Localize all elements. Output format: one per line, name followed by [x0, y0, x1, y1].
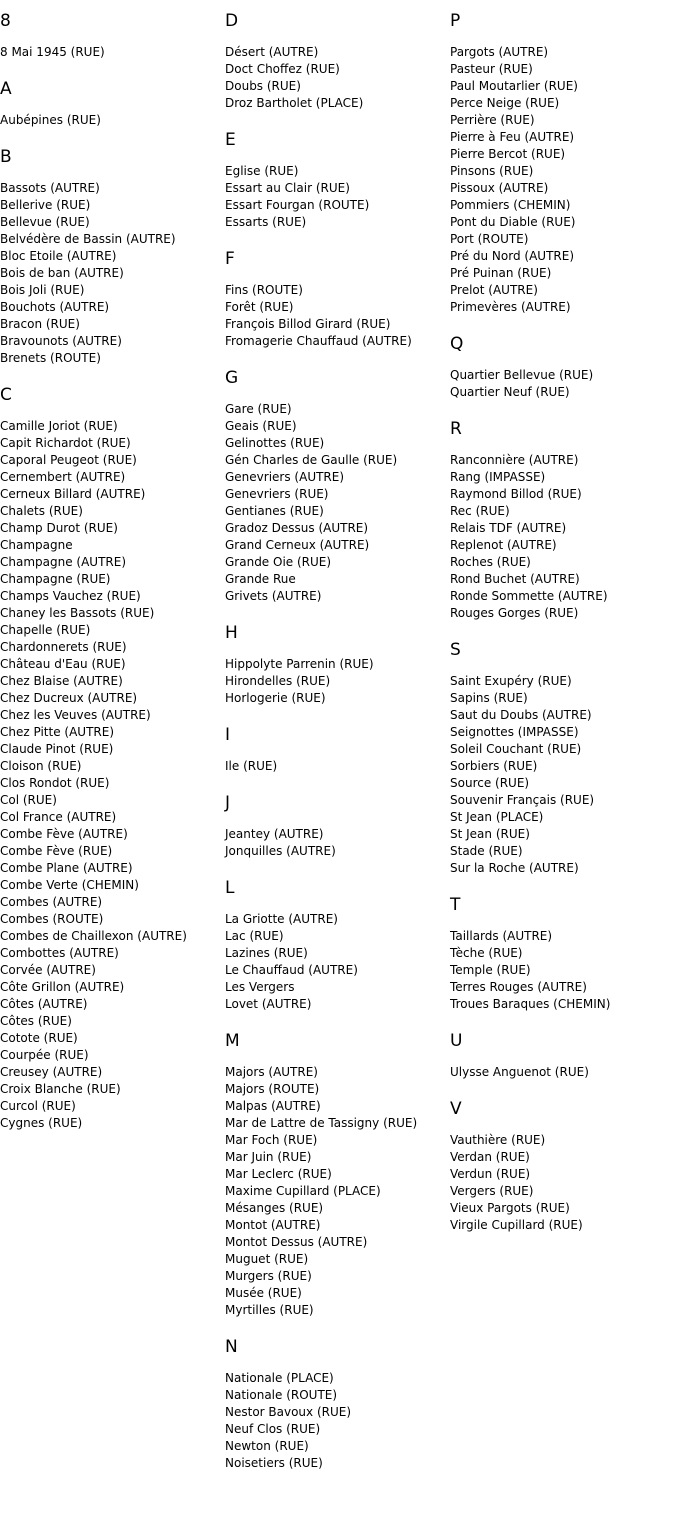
- street-list: [225, 282, 449, 350]
- letter-section: [225, 10, 449, 112]
- street-entry: Saut du Doubs (AUTRE): [450, 708, 592, 722]
- street-entry: Bracon (RUE): [0, 317, 80, 331]
- section-letter-heading: Q: [450, 334, 464, 354]
- street-entry: Maxime Cupillard (PLACE): [225, 1184, 381, 1198]
- street-entry: Hirondelles (RUE): [225, 674, 331, 688]
- street-entry: Gén Charles de Gaulle (RUE): [225, 453, 398, 467]
- street-entry: Claude Pinot (RUE): [0, 742, 114, 756]
- street-entry: Vieux Pargots (RUE): [450, 1201, 570, 1215]
- street-list: [450, 44, 674, 316]
- street-entry: Nationale (PLACE): [225, 1371, 334, 1385]
- street-entry: St Jean (RUE): [450, 827, 530, 841]
- section-letter-heading: G: [225, 368, 239, 388]
- street-entry: Majors (ROUTE): [225, 1082, 320, 1096]
- street-list: [450, 1064, 674, 1081]
- street-entry: Troues Baraques (CHEMIN): [450, 997, 611, 1011]
- street-entry: Doct Choffez (RUE): [225, 62, 340, 76]
- street-entry: Grand Cerneux (AUTRE): [225, 538, 370, 552]
- street-entry: Chardonnerets (RUE): [0, 640, 127, 654]
- street-entry: Rond Buchet (AUTRE): [450, 572, 580, 586]
- street-entry: Prelot (AUTRE): [450, 283, 538, 297]
- street-entry: Forêt (RUE): [225, 300, 294, 314]
- street-entry: Rec (RUE): [450, 504, 510, 518]
- street-entry: Vergers (RUE): [450, 1184, 534, 1198]
- street-entry: Aubépines (RUE): [0, 113, 101, 127]
- street-entry: Genevriers (AUTRE): [225, 470, 345, 484]
- column-3: [450, 10, 674, 1234]
- street-list: [0, 44, 224, 61]
- street-entry: Chez Blaise (AUTRE): [0, 674, 123, 688]
- street-entry: Montot (AUTRE): [225, 1218, 321, 1232]
- street-entry: Cotote (RUE): [0, 1031, 78, 1045]
- street-entry: Lac (RUE): [225, 929, 284, 943]
- street-entry: Soleil Couchant (RUE): [450, 742, 582, 756]
- street-entry: Le Chauffaud (AUTRE): [225, 963, 358, 977]
- street-list: [0, 418, 224, 1132]
- section-letter-heading: M: [225, 1031, 240, 1051]
- street-entry: Genevriers (RUE): [225, 487, 329, 501]
- section-letter-heading: F: [225, 249, 235, 269]
- letter-section: [225, 1030, 449, 1319]
- street-entry: Pierre Bercot (RUE): [450, 147, 566, 161]
- street-entry: Newton (RUE): [225, 1439, 309, 1453]
- street-entry: Cerneux Billard (AUTRE): [0, 487, 146, 501]
- street-entry: Chez Ducreux (AUTRE): [0, 691, 138, 705]
- street-list: [225, 758, 449, 775]
- street-entry: 8 Mai 1945 (RUE): [0, 45, 105, 59]
- street-entry: Côte Grillon (AUTRE): [0, 980, 125, 994]
- street-entry: Côtes (RUE): [0, 1014, 72, 1028]
- letter-section: [450, 418, 674, 622]
- street-entry: Horlogerie (RUE): [225, 691, 326, 705]
- street-entry: Verdan (RUE): [450, 1150, 530, 1164]
- letter-section: [450, 1098, 674, 1234]
- section-letter-heading: P: [450, 11, 461, 31]
- street-entry: Chapelle (RUE): [0, 623, 91, 637]
- street-entry: Bellerive (RUE): [0, 198, 91, 212]
- street-entry: Noisetiers (RUE): [225, 1456, 323, 1470]
- street-entry: Désert (AUTRE): [225, 45, 319, 59]
- street-entry: Mésanges (RUE): [225, 1201, 324, 1215]
- street-entry: Chez les Veuves (AUTRE): [0, 708, 151, 722]
- street-entry: Tèche (RUE): [450, 946, 523, 960]
- letter-section: [225, 248, 449, 350]
- street-entry: Les Vergers: [225, 980, 295, 994]
- street-entry: Doubs (RUE): [225, 79, 301, 93]
- section-letter-heading: N: [225, 1337, 238, 1357]
- street-entry: Combe Fève (AUTRE): [0, 827, 128, 841]
- street-entry: Ile (RUE): [225, 759, 278, 773]
- letter-section: [225, 622, 449, 707]
- street-entry: Cygnes (RUE): [0, 1116, 83, 1130]
- street-entry: Taillards (AUTRE): [450, 929, 553, 943]
- section-letter-heading: B: [0, 147, 12, 167]
- street-entry: Pasteur (RUE): [450, 62, 533, 76]
- street-entry: Pré du Nord (AUTRE): [450, 249, 575, 263]
- street-list: [225, 826, 449, 860]
- street-list: [225, 44, 449, 112]
- street-entry: Caporal Peugeot (RUE): [0, 453, 137, 467]
- street-entry: Hippolyte Parrenin (RUE): [225, 657, 374, 671]
- street-list: [450, 452, 674, 622]
- street-entry: Côtes (AUTRE): [0, 997, 88, 1011]
- street-entry: Quartier Bellevue (RUE): [450, 368, 594, 382]
- street-entry: Grivets (AUTRE): [225, 589, 322, 603]
- street-entry: Sur la Roche (AUTRE): [450, 861, 579, 875]
- street-entry: François Billod Girard (RUE): [225, 317, 391, 331]
- street-entry: Temple (RUE): [450, 963, 531, 977]
- street-list: [450, 928, 674, 1013]
- street-entry: Bloc Etoile (AUTRE): [0, 249, 117, 263]
- street-entry: Essarts (RUE): [225, 215, 307, 229]
- street-entry: Grande Rue: [225, 572, 296, 586]
- street-entry: St Jean (PLACE): [450, 810, 544, 824]
- street-entry: Combe Fève (RUE): [0, 844, 113, 858]
- street-entry: Gradoz Dessus (AUTRE): [225, 521, 369, 535]
- street-entry: Gentianes (RUE): [225, 504, 324, 518]
- street-entry: Capit Richardot (RUE): [0, 436, 131, 450]
- street-entry: Vauthière (RUE): [450, 1133, 546, 1147]
- street-entry: Pré Puinan (RUE): [450, 266, 552, 280]
- section-letter-heading: T: [450, 895, 461, 915]
- street-entry: Pargots (AUTRE): [450, 45, 549, 59]
- street-entry: Ulysse Anguenot (RUE): [450, 1065, 589, 1079]
- street-entry: Creusey (AUTRE): [0, 1065, 103, 1079]
- street-list: [0, 112, 224, 129]
- street-entry: Muguet (RUE): [225, 1252, 309, 1266]
- street-entry: Port (ROUTE): [450, 232, 529, 246]
- section-letter-heading: D: [225, 11, 239, 31]
- street-entry: Mar Leclerc (RUE): [225, 1167, 332, 1181]
- street-entry: Courpée (RUE): [0, 1048, 89, 1062]
- letter-section: [0, 146, 224, 367]
- section-letter-heading: R: [450, 419, 462, 439]
- street-entry: Souvenir Français (RUE): [450, 793, 595, 807]
- street-entry: Ranconnière (AUTRE): [450, 453, 579, 467]
- street-entry: Nestor Bavoux (RUE): [225, 1405, 352, 1419]
- street-entry: Chalets (RUE): [0, 504, 83, 518]
- street-entry: Combes (AUTRE): [0, 895, 103, 909]
- street-entry: Nationale (ROUTE): [225, 1388, 338, 1402]
- street-entry: Col (RUE): [0, 793, 57, 807]
- street-entry: Quartier Neuf (RUE): [450, 385, 570, 399]
- street-entry: Geais (RUE): [225, 419, 297, 433]
- street-entry: Primevères (AUTRE): [450, 300, 571, 314]
- street-entry: Perce Neige (RUE): [450, 96, 560, 110]
- street-entry: Bois Joli (RUE): [0, 283, 85, 297]
- street-entry: Brenets (ROUTE): [0, 351, 101, 365]
- letter-section: [0, 384, 224, 1132]
- street-entry: Montot Dessus (AUTRE): [225, 1235, 368, 1249]
- street-entry: Majors (AUTRE): [225, 1065, 318, 1079]
- letter-section: [225, 792, 449, 860]
- section-letter-heading: H: [225, 623, 238, 643]
- street-entry: Gare (RUE): [225, 402, 292, 416]
- street-entry: Corvée (AUTRE): [0, 963, 96, 977]
- street-entry: Roches (RUE): [450, 555, 531, 569]
- street-entry: Fromagerie Chauffaud (AUTRE): [225, 334, 412, 348]
- street-entry: Pont du Diable (RUE): [450, 215, 576, 229]
- street-entry: Croix Blanche (RUE): [0, 1082, 121, 1096]
- letter-section: [0, 78, 224, 129]
- street-entry: Pissoux (AUTRE): [450, 181, 549, 195]
- street-entry: Belvédère de Bassin (AUTRE): [0, 232, 176, 246]
- street-entry: Curcol (RUE): [0, 1099, 76, 1113]
- street-entry: Mar de Lattre de Tassigny (RUE): [225, 1116, 418, 1130]
- street-entry: Bravounots (AUTRE): [0, 334, 122, 348]
- street-entry: Ronde Sommette (AUTRE): [450, 589, 608, 603]
- street-list: [225, 1064, 449, 1319]
- street-entry: Château d'Eau (RUE): [0, 657, 126, 671]
- section-letter-heading: C: [0, 385, 12, 405]
- street-entry: Virgile Cupillard (RUE): [450, 1218, 583, 1232]
- street-entry: Grande Oie (RUE): [225, 555, 332, 569]
- street-entry: Essart au Clair (RUE): [225, 181, 350, 195]
- street-entry: Champagne: [0, 538, 73, 552]
- street-entry: Bassots (AUTRE): [0, 181, 100, 195]
- street-entry: Camille Joriot (RUE): [0, 419, 118, 433]
- street-entry: Pinsons (RUE): [450, 164, 534, 178]
- street-entry: Replenot (AUTRE): [450, 538, 557, 552]
- street-entry: Combottes (AUTRE): [0, 946, 119, 960]
- street-entry: Verdun (RUE): [450, 1167, 531, 1181]
- street-entry: Paul Moutarlier (RUE): [450, 79, 578, 93]
- column-1: [0, 10, 224, 1132]
- street-entry: Murgers (RUE): [225, 1269, 312, 1283]
- street-entry: Sapins (RUE): [450, 691, 528, 705]
- section-letter-heading: S: [450, 640, 461, 660]
- letter-section: [450, 894, 674, 1013]
- street-entry: Mar Juin (RUE): [225, 1150, 312, 1164]
- letter-section: [225, 129, 449, 231]
- street-list: [225, 656, 449, 707]
- letter-section: [450, 1030, 674, 1081]
- street-entry: Saint Exupéry (RUE): [450, 674, 572, 688]
- section-letter-heading: U: [450, 1031, 463, 1051]
- street-entry: Bois de ban (AUTRE): [0, 266, 124, 280]
- letter-section: [450, 10, 674, 316]
- street-entry: Gelinottes (RUE): [225, 436, 325, 450]
- street-list: [450, 673, 674, 877]
- street-entry: Neuf Clos (RUE): [225, 1422, 321, 1436]
- street-entry: Combes de Chaillexon (AUTRE): [0, 929, 187, 943]
- street-entry: Rang (IMPASSE): [450, 470, 546, 484]
- street-entry: Malpas (AUTRE): [225, 1099, 321, 1113]
- street-list: [225, 1370, 449, 1472]
- street-entry: Combe Verte (CHEMIN): [0, 878, 139, 892]
- section-letter-heading: I: [225, 725, 231, 745]
- street-entry: La Griotte (AUTRE): [225, 912, 338, 926]
- street-entry: Terres Rouges (AUTRE): [450, 980, 587, 994]
- street-list: [225, 911, 449, 1013]
- street-entry: Rouges Gorges (RUE): [450, 606, 579, 620]
- street-entry: Sorbiers (RUE): [450, 759, 538, 773]
- letter-section: [0, 10, 224, 61]
- street-entry: Clos Rondot (RUE): [0, 776, 110, 790]
- street-entry: Jonquilles (AUTRE): [225, 844, 336, 858]
- street-entry: Champs Vauchez (RUE): [0, 589, 141, 603]
- street-list: [0, 180, 224, 367]
- street-entry: Musée (RUE): [225, 1286, 302, 1300]
- street-entry: Stade (RUE): [450, 844, 523, 858]
- letter-section: [225, 1336, 449, 1472]
- street-entry: Cloison (RUE): [0, 759, 82, 773]
- street-entry: Col France (AUTRE): [0, 810, 117, 824]
- street-entry: Champ Durot (RUE): [0, 521, 118, 535]
- street-entry: Combe Plane (AUTRE): [0, 861, 133, 875]
- street-entry: Relais TDF (AUTRE): [450, 521, 567, 535]
- street-entry: Fins (ROUTE): [225, 283, 303, 297]
- street-entry: Bouchots (AUTRE): [0, 300, 110, 314]
- section-letter-heading: E: [225, 130, 236, 150]
- street-list: [225, 163, 449, 231]
- section-letter-heading: J: [225, 793, 231, 813]
- letter-section: [225, 367, 449, 605]
- letter-section: [225, 877, 449, 1013]
- street-entry: Pommiers (CHEMIN): [450, 198, 571, 212]
- street-entry: Chez Pitte (AUTRE): [0, 725, 114, 739]
- street-entry: Chaney les Bassots (RUE): [0, 606, 155, 620]
- street-entry: Raymond Billod (RUE): [450, 487, 582, 501]
- section-letter-heading: 8: [0, 11, 11, 31]
- street-entry: Combes (ROUTE): [0, 912, 104, 926]
- section-letter-heading: L: [225, 878, 235, 898]
- letter-section: [225, 724, 449, 775]
- street-entry: Champagne (RUE): [0, 572, 111, 586]
- street-entry: Essart Fourgan (ROUTE): [225, 198, 370, 212]
- street-entry: Mar Foch (RUE): [225, 1133, 318, 1147]
- section-letter-heading: V: [450, 1099, 462, 1119]
- street-entry: Eglise (RUE): [225, 164, 299, 178]
- street-list: [225, 401, 449, 605]
- street-entry: Jeantey (AUTRE): [225, 827, 324, 841]
- street-entry: Bellevue (RUE): [0, 215, 90, 229]
- street-entry: Seignottes (IMPASSE): [450, 725, 579, 739]
- street-entry: Perrière (RUE): [450, 113, 535, 127]
- street-entry: Champagne (AUTRE): [0, 555, 127, 569]
- street-entry: Pierre à Feu (AUTRE): [450, 130, 575, 144]
- street-entry: Lazines (RUE): [225, 946, 308, 960]
- letter-section: [450, 639, 674, 877]
- street-list: [450, 367, 674, 401]
- street-entry: Lovet (AUTRE): [225, 997, 312, 1011]
- column-2: [225, 10, 449, 1472]
- street-entry: Cernembert (AUTRE): [0, 470, 126, 484]
- street-entry: Droz Bartholet (PLACE): [225, 96, 364, 110]
- section-letter-heading: A: [0, 79, 12, 99]
- street-entry: Myrtilles (RUE): [225, 1303, 314, 1317]
- street-list: [450, 1132, 674, 1234]
- street-entry: Source (RUE): [450, 776, 530, 790]
- letter-section: [450, 333, 674, 401]
